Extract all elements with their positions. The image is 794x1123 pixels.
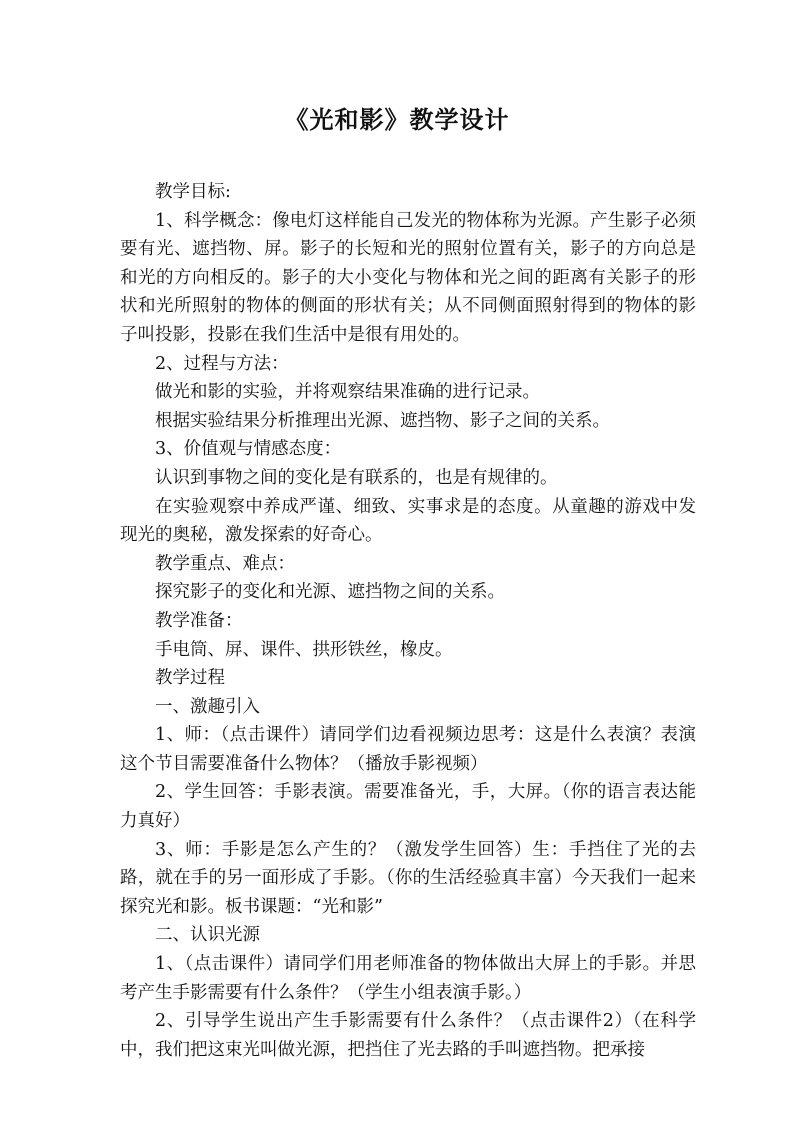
document-body bbox=[120, 178, 696, 1064]
preparation-text: 手电筒、屏、课件、拱形铁丝，橡皮。 bbox=[155, 639, 453, 660]
section-heading-light-source: 二、认识光源 bbox=[155, 925, 260, 946]
goal-process-methods-heading: 2、过程与方法： bbox=[155, 353, 289, 374]
goal-values-item: 在实验观察中养成严谨、细致、实事求是的态度。从童趣的游戏中发现光的奥秘，激发探索的好奇心。 bbox=[120, 496, 696, 546]
goal-process-item: 做光和影的实验，并将观察结果准确的进行记录。 bbox=[155, 382, 540, 403]
intro-step: 1、师：（点击课件）请同学们边看视频边思考：这是什么表演？表演这个节目需要准备什么物体？（播放手影视频） bbox=[120, 725, 696, 774]
intro-step: 2、学生回答：手影表演。需要准备光，手，大屏。（你的语言表达能力真好） bbox=[120, 782, 696, 832]
intro-step: 3、师：手影是怎么产生的？（激发学生回答）生：手挡住了光的去路，就在手的另一面形成了手影。（你的生活经验真丰富）今天我们一起来探究光和影。板书课题：“光和影” bbox=[120, 839, 696, 917]
teaching-goals-heading: 教学目标: bbox=[155, 182, 231, 202]
goal-science-concepts: 1、科学概念：像电灯这样能自己发光的物体称为光源。产生影子必须要有光、遮挡物、屏。影子的长短和光的照射位置有关，影子的方向总是和光的方向相反的。影子的大小变化与物体和光之间的距离有关影子的形状和光所照射的物体的侧面的形状有关；从不同侧面照射得到的物体的影子叫投影，投影在我们生活中是很有用处的。 bbox=[120, 210, 696, 345]
goal-values-heading: 3、价值观与情感态度： bbox=[155, 439, 342, 460]
light-source-step: 2、引导学生说出产生手影需要有什么条件？（点击课件2）（在科学中，我们把这束光叫做光源，把挡住了光去路的手叫遮挡物。把承接 bbox=[120, 1011, 696, 1060]
goal-values-item: 认识到事物之间的变化是有联系的，也是有规律的。 bbox=[155, 467, 558, 488]
teaching-process-heading: 教学过程 bbox=[155, 668, 225, 689]
key-points-text: 探究影子的变化和光源、遮挡物之间的关系。 bbox=[155, 582, 505, 603]
key-points-heading: 教学重点、难点： bbox=[155, 553, 295, 574]
preparation-heading: 教学准备： bbox=[155, 610, 243, 631]
light-source-step: 1、（点击课件）请同学们用老师准备的物体做出大屏上的手影。并思考产生手影需要有什么条件？（学生小组表演手影。） bbox=[120, 954, 696, 1003]
section-heading-intro: 一、激趣引入 bbox=[155, 696, 260, 717]
goal-process-item: 根据实验结果分析推理出光源、遮挡物、影子之间的关系。 bbox=[155, 410, 610, 431]
document-title: 《光和影》教学设计 bbox=[284, 105, 510, 134]
